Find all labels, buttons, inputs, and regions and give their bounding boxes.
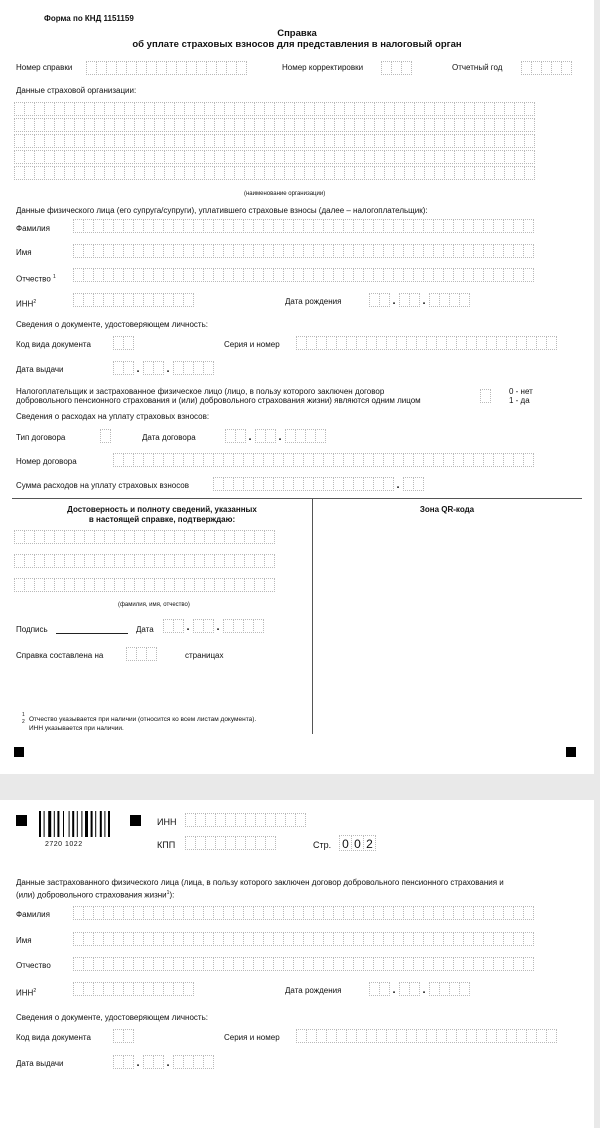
input-cell[interactable] xyxy=(523,244,534,258)
insured-name-label: Имя xyxy=(16,936,32,945)
separator-dot: . xyxy=(216,621,220,633)
header-inn-label: ИНН xyxy=(157,817,177,827)
insured-birth-date-field[interactable] xyxy=(369,982,469,996)
same-person-field[interactable] xyxy=(480,389,490,403)
org-name-row-1[interactable] xyxy=(14,102,534,116)
barcode-bar xyxy=(100,811,102,837)
insured-doc-type-field[interactable] xyxy=(113,1029,133,1043)
input-cell[interactable] xyxy=(524,134,535,148)
barcode-bar xyxy=(85,811,88,837)
contract-number-field[interactable] xyxy=(113,453,533,467)
barcode-bar xyxy=(108,811,110,837)
insured-series-number-field[interactable] xyxy=(296,1029,556,1043)
org-name-row-3[interactable] xyxy=(14,134,534,148)
insured-patronymic-field[interactable] xyxy=(73,957,533,971)
page-digit: 0 xyxy=(351,835,364,851)
barcode-bar xyxy=(57,811,59,837)
separator-dot: . xyxy=(422,295,426,307)
separator-dot: . xyxy=(136,1057,140,1069)
insured-surname-field[interactable] xyxy=(73,906,533,920)
marker-square-top-left xyxy=(16,815,27,826)
insured-inn-field[interactable] xyxy=(73,982,193,996)
input-cell[interactable] xyxy=(401,61,412,75)
doc-type-field[interactable] xyxy=(113,336,133,350)
input-cell[interactable] xyxy=(264,554,275,568)
insured-surname-label: Фамилия xyxy=(16,910,50,919)
fio-row-3[interactable] xyxy=(14,578,274,592)
fio-row-2[interactable] xyxy=(14,554,274,568)
input-cell[interactable] xyxy=(183,982,194,996)
qr-zone-border xyxy=(312,498,313,734)
barcode-bar xyxy=(69,811,70,837)
input-cell[interactable] xyxy=(265,836,276,850)
separator-dot: . xyxy=(166,363,170,375)
org-name-row-5[interactable] xyxy=(14,166,534,180)
same-person-line-1: Налогоплательщик и застрахованное физическое лицо (лицо, в пользу которого заключен договор xyxy=(16,387,385,396)
inn-label: ИНН$^2$ xyxy=(16,299,37,309)
page-number-label: Стр. xyxy=(313,840,332,850)
separator-dot: . xyxy=(186,621,190,633)
input-cell[interactable] xyxy=(524,150,535,164)
barcode-bar xyxy=(54,811,55,837)
fio-caption: (фамилия, имя, отчество) xyxy=(118,602,190,608)
option-yes: 1 - да xyxy=(509,396,530,405)
contract-date-field[interactable] xyxy=(225,429,325,443)
barcode-bar xyxy=(104,811,105,837)
input-cell[interactable] xyxy=(523,932,534,946)
separator-dot: . xyxy=(392,295,396,307)
same-person-line-2: добровольного пенсионного страхования и (или) добровольного страхования жизни) являются одним лицом xyxy=(16,396,421,405)
contract-type-field[interactable] xyxy=(100,429,110,443)
form-title: Справка xyxy=(277,28,317,39)
form-subtitle: об уплате страховых взносов для представления в налоговый орган xyxy=(132,39,462,50)
input-cell[interactable] xyxy=(459,293,470,307)
input-cell[interactable] xyxy=(524,166,535,180)
name-field[interactable] xyxy=(73,244,533,258)
form-page-2 xyxy=(0,800,594,1128)
payer-data-label: Данные физического лица (его супруга/супруги), уплатившего страховые взносы (далее – налогоплательщик): xyxy=(16,206,428,215)
birth-date-field[interactable] xyxy=(369,293,469,307)
input-cell[interactable] xyxy=(523,453,534,467)
insured-issue-date-label: Дата выдачи xyxy=(16,1059,64,1068)
report-year-field[interactable] xyxy=(521,61,571,75)
reliability-line-2: в настоящей справке, подтверждаю: xyxy=(88,515,236,524)
expenses-label: Сведения о расходах на уплату страховых взносов: xyxy=(16,412,210,421)
insured-line-2: (или) добровольного страхования жизни$^1$): xyxy=(16,890,175,900)
barcode-bar xyxy=(72,811,74,837)
sign-date-field[interactable] xyxy=(163,619,263,633)
insured-name-field[interactable] xyxy=(73,932,533,946)
footnote-2: ИНН указывается при наличии. xyxy=(29,725,124,732)
input-cell[interactable] xyxy=(183,293,194,307)
insured-id-doc-label: Сведения о документе, удостоверяющем личность: xyxy=(16,1013,208,1022)
id-doc-label: Сведения о документе, удостоверяющем личность: xyxy=(16,320,208,329)
barcode-bar xyxy=(81,811,82,837)
insured-issue-date-field[interactable] xyxy=(113,1055,213,1069)
separator-dot: . xyxy=(166,1057,170,1069)
issue-date-field[interactable] xyxy=(113,361,213,375)
separator-dot: . xyxy=(248,431,252,443)
footnote-number-2: 2 xyxy=(22,719,25,725)
input-cell[interactable] xyxy=(146,647,157,661)
barcode-bar xyxy=(63,811,64,837)
issue-date-label: Дата выдачи xyxy=(16,365,64,374)
marker-square-right xyxy=(566,747,576,757)
inn-field[interactable] xyxy=(73,293,193,307)
correction-number-field[interactable] xyxy=(381,61,411,75)
cert-number-label: Номер справки xyxy=(16,63,73,72)
report-year-label: Отчетный год xyxy=(452,63,503,72)
org-name-row-4[interactable] xyxy=(14,150,534,164)
input-cell[interactable] xyxy=(523,268,534,282)
barcode-bar xyxy=(95,811,96,837)
separator-dot: . xyxy=(136,363,140,375)
patronymic-label: Отчество $^1$ xyxy=(16,274,56,284)
expenses-sum-label: Сумма расходов на уплату страховых взносов xyxy=(16,481,189,490)
barcode xyxy=(39,811,115,842)
pages-count-field[interactable] xyxy=(126,647,156,661)
qr-zone-label: Зона QR-кода xyxy=(419,505,475,514)
barcode-graphic xyxy=(39,811,115,837)
input-cell[interactable] xyxy=(236,61,247,75)
barcode-bar xyxy=(39,811,41,837)
series-number-field[interactable] xyxy=(296,336,556,350)
input-cell[interactable] xyxy=(264,530,275,544)
barcode-bar xyxy=(48,811,51,837)
page-digit: 0 xyxy=(339,835,352,851)
barcode-bar xyxy=(91,811,93,837)
surname-label: Фамилия xyxy=(16,224,50,233)
input-cell[interactable] xyxy=(253,619,264,633)
input-cell[interactable] xyxy=(524,118,535,132)
doc-type-label: Код вида документа xyxy=(16,340,91,349)
input-cell[interactable] xyxy=(546,1029,557,1043)
date-label: Дата xyxy=(136,625,154,634)
expenses-sum-field[interactable] xyxy=(213,477,423,491)
insured-patronymic-label: Отчество xyxy=(16,961,51,970)
barcode-bar xyxy=(44,811,45,837)
input-cell[interactable] xyxy=(413,477,424,491)
input-cell[interactable] xyxy=(561,61,572,75)
contract-type-label: Тип договора xyxy=(16,433,66,442)
separator-dot: . xyxy=(278,431,282,443)
input-cell[interactable] xyxy=(123,1029,134,1043)
input-cell[interactable] xyxy=(295,813,306,827)
input-cell[interactable] xyxy=(123,336,134,350)
signature-label: Подпись xyxy=(16,625,48,634)
input-cell[interactable] xyxy=(100,429,111,443)
marker-square-left xyxy=(14,747,24,757)
barcode-bar xyxy=(77,811,78,837)
reliability-line-1: Достоверность и полноту сведений, указанных xyxy=(67,505,257,514)
input-cell[interactable] xyxy=(524,102,535,116)
signature-line[interactable] xyxy=(56,633,128,634)
input-cell[interactable] xyxy=(315,429,326,443)
insurer-data-label: Данные страховой организации: xyxy=(16,86,137,95)
surname-field[interactable] xyxy=(73,219,533,233)
footnote-1: Отчество указывается при наличии (относится ко всем листам документа). xyxy=(29,716,257,723)
input-cell[interactable] xyxy=(203,1055,214,1069)
org-name-row-2[interactable] xyxy=(14,118,534,132)
insured-line-1: Данные застрахованного физического лица (лица, в пользу которого заключен договор добровольного пенсионного страхования и xyxy=(16,878,504,887)
input-cell[interactable] xyxy=(523,906,534,920)
footnote-number-1: 1 xyxy=(22,712,25,718)
separator-dot: . xyxy=(422,984,426,996)
name-label: Имя xyxy=(16,248,32,257)
input-cell[interactable] xyxy=(480,389,491,403)
series-label: Серия и номер xyxy=(224,340,280,349)
composed-on-label: Справка составлена на xyxy=(16,651,104,660)
header-inn-field[interactable] xyxy=(185,813,305,827)
pages-label: страницах xyxy=(185,651,224,660)
insured-doc-type-label: Код вида документа xyxy=(16,1033,91,1042)
header-kpp-label: КПП xyxy=(157,840,176,850)
barcode-text: 2720 1022 xyxy=(45,841,83,848)
separator-dot: . xyxy=(392,984,396,996)
header-kpp-field[interactable] xyxy=(185,836,275,850)
cert-number-field[interactable] xyxy=(86,61,246,75)
contract-date-label: Дата договора xyxy=(142,433,196,442)
insured-inn-label: ИНН$^2$ xyxy=(16,988,37,998)
correction-number-label: Номер корректировки xyxy=(282,63,364,72)
org-name-caption: (наименование организации) xyxy=(244,191,326,197)
patronymic-field[interactable] xyxy=(73,268,533,282)
marker-square-top-mid xyxy=(130,815,141,826)
input-cell[interactable] xyxy=(523,957,534,971)
separator-dot: . xyxy=(396,479,400,491)
page-digit: 2 xyxy=(363,835,376,851)
input-cell[interactable] xyxy=(523,219,534,233)
input-cell[interactable] xyxy=(203,361,214,375)
page-number-field xyxy=(339,835,375,851)
contract-number-label: Номер договора xyxy=(16,457,77,466)
section-divider xyxy=(12,498,582,499)
option-no: 0 - нет xyxy=(509,387,533,396)
input-cell[interactable] xyxy=(546,336,557,350)
birth-date-label: Дата рождения xyxy=(285,297,342,306)
insured-birth-date-label: Дата рождения xyxy=(285,986,342,995)
insured-series-label: Серия и номер xyxy=(224,1033,280,1042)
form-code: Форма по КНД 1151159 xyxy=(44,14,134,23)
input-cell[interactable] xyxy=(459,982,470,996)
fio-row-1[interactable] xyxy=(14,530,274,544)
input-cell[interactable] xyxy=(264,578,275,592)
